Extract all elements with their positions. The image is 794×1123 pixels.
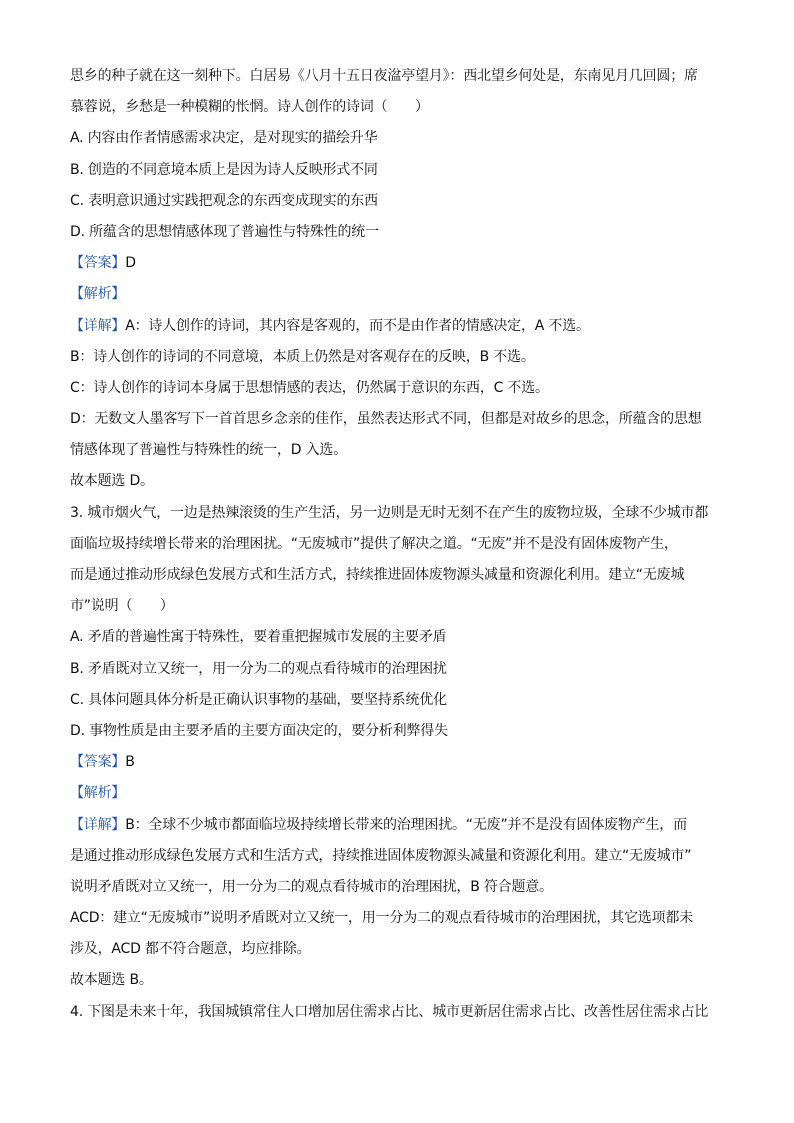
text-line — [70, 466, 730, 497]
text-line — [70, 747, 730, 778]
text-line — [70, 373, 730, 404]
line-text: C. 表明意识通过实践把观念的东西变成现实的东西 — [70, 192, 378, 209]
line-text: D. 所蕴含的思想情感体现了普遍性与特殊性的统一 — [70, 223, 379, 240]
line-text: A. 矛盾的普遍性寓于特殊性，要着重把握城市发展的主要矛盾 — [70, 629, 447, 646]
line-text: 故本题选 B。 — [70, 972, 153, 989]
line-text: B — [125, 754, 135, 771]
text-line — [70, 997, 730, 1028]
text-line — [70, 61, 730, 92]
line-text: ACD：建立“无废城市”说明矛盾既对立又统一，用一分为二的观点看待城市的治理困扰，其它选项都未 — [70, 910, 693, 927]
line-text: 市”说明（ ） — [70, 598, 174, 615]
text-line — [70, 279, 730, 310]
line-text: B：全球不少城市都面临垃圾持续增长带来的治理困扰。“无废”并不是没有固体废物产生，而 — [125, 816, 687, 833]
line-text: 说明矛盾既对立又统一，用一分为二的观点看待城市的治理困扰，B 符合题意。 — [70, 878, 553, 895]
line-text: C：诗人创作的诗词本身属于思想情感的表达，仍然属于意识的东西，C 不选。 — [70, 379, 549, 396]
section-tag: 【答案】 — [70, 255, 126, 272]
text-line — [70, 965, 730, 996]
line-text: 涉及，ACD 都不符合题意，均应排除。 — [70, 941, 311, 958]
text-line — [70, 404, 730, 435]
text-line — [70, 841, 730, 872]
line-text: C. 具体问题具体分析是正确认识事物的基础，要坚持系统优化 — [70, 691, 447, 708]
line-text: B. 创造的不同意境本质上是因为诗人反映形式不同 — [70, 161, 378, 178]
section-tag: 【解析】 — [70, 286, 126, 303]
text-line — [70, 591, 730, 622]
text-line — [70, 123, 730, 154]
text-line — [70, 342, 730, 373]
text-line — [70, 778, 730, 809]
line-text: D. 事物性质是由主要矛盾的主要方面决定的，要分析利弊得失 — [70, 722, 448, 739]
line-text: A. 内容由作者情感需求决定，是对现实的描绘升华 — [70, 130, 378, 147]
section-tag: 【详解】 — [70, 816, 126, 833]
line-text: D — [125, 255, 136, 272]
text-line — [70, 810, 730, 841]
line-text: 慕蓉说，乡愁是一种模糊的怅惘。诗人创作的诗词（ ） — [70, 99, 429, 116]
text-line — [70, 498, 730, 529]
text-line — [70, 560, 730, 591]
section-tag: 【答案】 — [70, 754, 126, 771]
text-line — [70, 248, 730, 279]
text-line — [70, 903, 730, 934]
text-line — [70, 622, 730, 653]
line-text: 3. 城市烟火气，一边是热辣滚烫的生产生活，另一边则是无时无刻不在产生的废物垃圾，全球不少城市都 — [70, 504, 709, 521]
text-line — [70, 872, 730, 903]
text-line — [70, 155, 730, 186]
text-line — [70, 217, 730, 248]
text-line — [70, 92, 730, 123]
line-text: 故本题选 D。 — [70, 473, 154, 490]
text-line — [70, 934, 730, 965]
line-text: D：无数文人墨客写下一首首思乡念亲的佳作，虽然表达形式不同，但都是对故乡的思念，所蕴含的思想 — [70, 411, 702, 428]
text-line — [70, 654, 730, 685]
line-text: B：诗人创作的诗词的不同意境，本质上仍然是对客观存在的反映，B 不选。 — [70, 348, 535, 365]
line-text: 是通过推动形成绿色发展方式和生活方式，持续推进固体废物源头减量和资源化利用。建立“无废城市” — [70, 847, 692, 864]
line-text: 思乡的种子就在这一刻种下。白居易《八月十五日夜湓亭望月》：西北望乡何处是，东南见月几回圆；席 — [70, 68, 698, 84]
text-line — [70, 311, 730, 342]
text-line — [70, 716, 730, 747]
line-text: 4. 下图是未来十年，我国城镇常住人口增加居住需求占比、城市更新居住需求占比、改善性居住需求占比 — [70, 1003, 709, 1020]
line-text: A：诗人创作的诗词，其内容是客观的，而不是由作者的情感决定，A 不选。 — [125, 317, 590, 334]
line-text: B. 矛盾既对立又统一，用一分为二的观点看待城市的治理困扰 — [70, 660, 447, 677]
section-tag: 【详解】 — [70, 317, 126, 334]
text-line — [70, 186, 730, 217]
line-text: 而是通过推动形成绿色发展方式和生活方式，持续推进固体废物源头减量和资源化利用。建立“无废城 — [70, 567, 685, 583]
text-line — [70, 529, 730, 560]
text-line — [70, 685, 730, 716]
line-text: 面临垃圾持续增长带来的治理困扰。“无废城市”提供了解决之道。“无废”并不是没有固体废物产生， — [70, 535, 678, 552]
document-page — [70, 61, 730, 1028]
text-line — [70, 435, 730, 466]
section-tag: 【解析】 — [70, 785, 126, 802]
line-text: 情感体现了普遍性与特殊性的统一，D 入选。 — [70, 442, 348, 459]
